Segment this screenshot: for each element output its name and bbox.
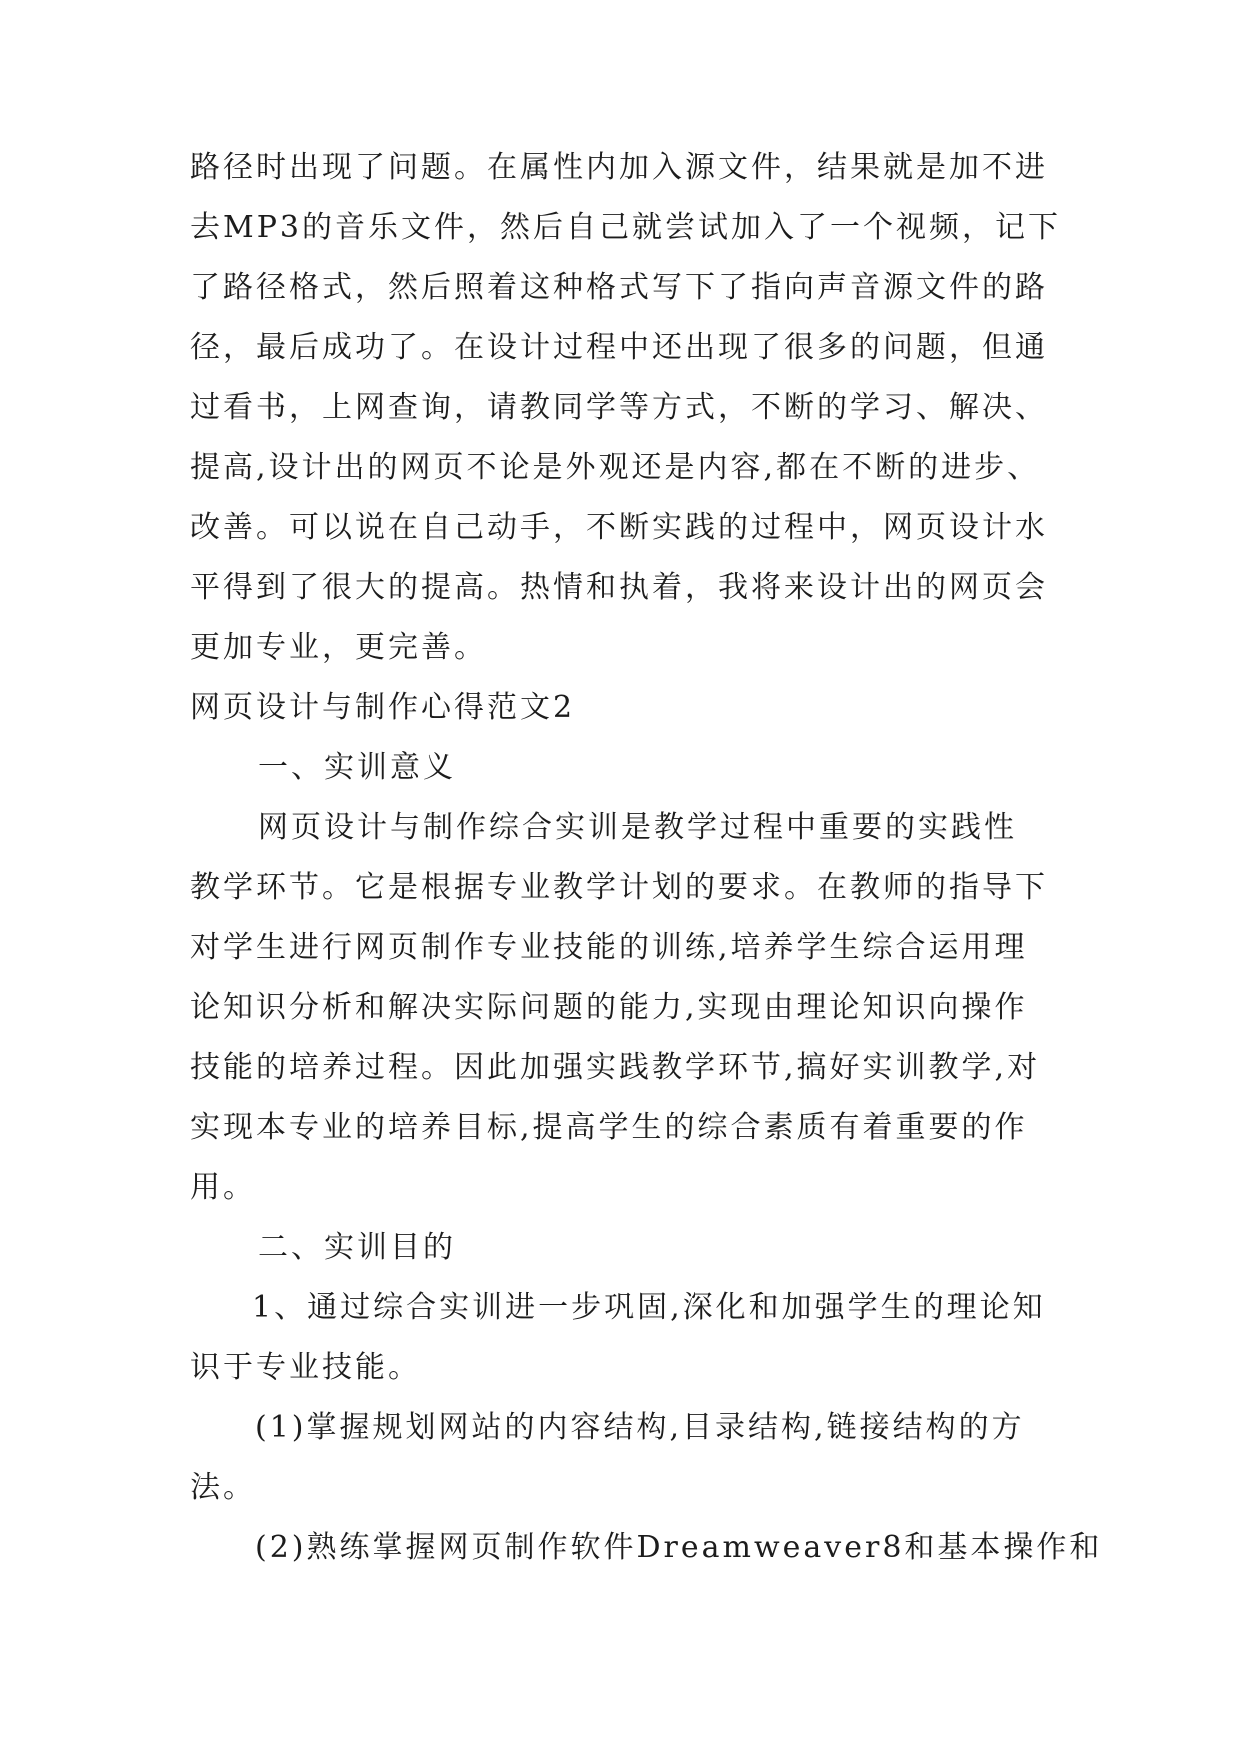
paragraph-line: 对学生进行网页制作专业技能的训练,培养学生综合运用理: [190, 930, 1028, 965]
paragraph-line: 了路径格式，然后照着这种格式写下了指向声音源文件的路: [190, 270, 1048, 305]
paragraph-line: 网页设计与制作综合实训是教学过程中重要的实践性: [258, 810, 1017, 845]
heading-1: 一、实训意义: [258, 750, 456, 785]
paragraph-line: 教学环节。它是根据专业教学计划的要求。在教师的指导下: [190, 870, 1048, 905]
paragraph-line: 技能的培养过程。因此加强实践教学环节,搞好实训教学,对: [190, 1050, 1041, 1085]
section-title: 网页设计与制作心得范文2: [190, 690, 576, 725]
paragraph-line: 更加专业，更完善。: [190, 630, 487, 665]
paragraph-line: 过看书，上网查询，请教同学等方式，不断的学习、解决、: [190, 390, 1048, 425]
paragraph-line: 论知识分析和解决实际问题的能力,实现由理论知识向操作: [190, 990, 1028, 1025]
paragraph-line: 提高,设计出的网页不论是外观还是内容,都在不断的进步、: [190, 450, 1041, 485]
list-item-line: 1、通过综合实训进一步巩固,深化和加强学生的理论知: [252, 1290, 1046, 1325]
paragraph-line: 径，最后成功了。在设计过程中还出现了很多的问题，但通: [190, 330, 1048, 365]
sub-item-line: 法。: [190, 1470, 256, 1505]
sub-item-line: (2)熟练掌握网页制作软件Dreamweaver8和基本操作和: [255, 1530, 1103, 1565]
paragraph-line: 平得到了很大的提高。热情和执着，我将来设计出的网页会: [190, 570, 1048, 605]
heading-2: 二、实训目的: [258, 1230, 456, 1265]
paragraph-line: 去MP3的音乐文件，然后自己就尝试加入了一个视频，记下: [190, 210, 1061, 245]
paragraph-line: 路径时出现了问题。在属性内加入源文件，结果就是加不进: [190, 150, 1048, 185]
paragraph-line: 实现本专业的培养目标,提高学生的综合素质有着重要的作: [190, 1110, 1028, 1145]
paragraph-line: 改善。可以说在自己动手，不断实践的过程中，网页设计水: [190, 510, 1048, 545]
list-item-line: 识于专业技能。: [190, 1350, 421, 1385]
sub-item-line: (1)掌握规划网站的内容结构,目录结构,链接结构的方: [255, 1410, 1025, 1445]
paragraph-line: 用。: [190, 1170, 256, 1205]
